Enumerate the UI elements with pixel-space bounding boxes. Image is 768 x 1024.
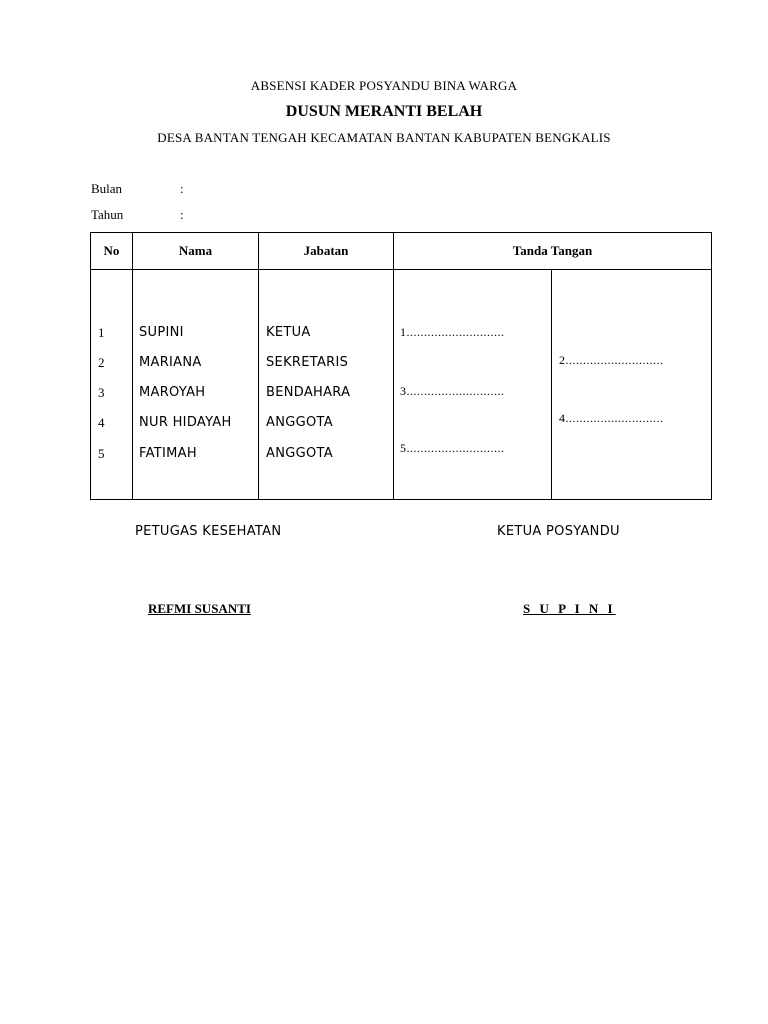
tahun-label: Tahun xyxy=(91,207,124,222)
petugas-kesehatan-name: REFMI SUSANTI xyxy=(148,601,251,616)
tahun-colon: : xyxy=(180,207,184,222)
column-divider xyxy=(132,233,133,499)
bulan-label: Bulan xyxy=(91,181,123,196)
ketua-posyandu-name: S U P I N I xyxy=(523,601,616,616)
row-nama: FATIMAH xyxy=(139,446,197,461)
row-no: 4 xyxy=(98,415,105,430)
signature-line-4: 4............................ xyxy=(559,411,664,425)
column-divider xyxy=(258,233,259,499)
signature-line-3: 3............................ xyxy=(400,384,505,398)
document-location: DESA BANTAN TENGAH KECAMATAN BANTAN KABUPATEN BENGKALIS xyxy=(157,130,611,145)
bulan-colon: : xyxy=(180,181,184,196)
document-title: ABSENSI KADER POSYANDU BINA WARGA xyxy=(250,78,518,93)
signature-line-2: 2............................ xyxy=(559,353,664,367)
header-no: No xyxy=(103,243,120,258)
row-nama: MAROYAH xyxy=(139,385,206,400)
row-no: 1 xyxy=(98,325,105,340)
row-nama: MARIANA xyxy=(139,355,202,370)
signature-line-1: 1............................ xyxy=(400,325,505,339)
row-jabatan: SEKRETARIS xyxy=(266,355,349,370)
header-nama: Nama xyxy=(178,243,213,258)
row-jabatan: KETUA xyxy=(266,325,311,340)
row-no: 2 xyxy=(98,355,105,370)
column-divider xyxy=(393,233,394,499)
ketua-posyandu-label: KETUA POSYANDU xyxy=(497,524,620,539)
signature-line-5: 5............................ xyxy=(400,441,505,455)
petugas-kesehatan-label: PETUGAS KESEHATAN xyxy=(135,524,282,539)
header-jabatan: Jabatan xyxy=(303,243,349,258)
signature-column-divider xyxy=(551,269,552,499)
row-nama: NUR HIDAYAH xyxy=(139,415,232,430)
row-no: 5 xyxy=(98,446,105,461)
row-nama: SUPINI xyxy=(139,325,184,340)
document-subtitle: DUSUN MERANTI BELAH xyxy=(285,103,483,120)
row-jabatan: BENDAHARA xyxy=(266,385,351,400)
header-tanda-tangan: Tanda Tangan xyxy=(512,243,593,258)
row-jabatan: ANGGOTA xyxy=(266,446,333,461)
header-divider xyxy=(91,269,711,270)
attendance-table xyxy=(90,232,712,500)
row-jabatan: ANGGOTA xyxy=(266,415,333,430)
row-no: 3 xyxy=(98,385,105,400)
